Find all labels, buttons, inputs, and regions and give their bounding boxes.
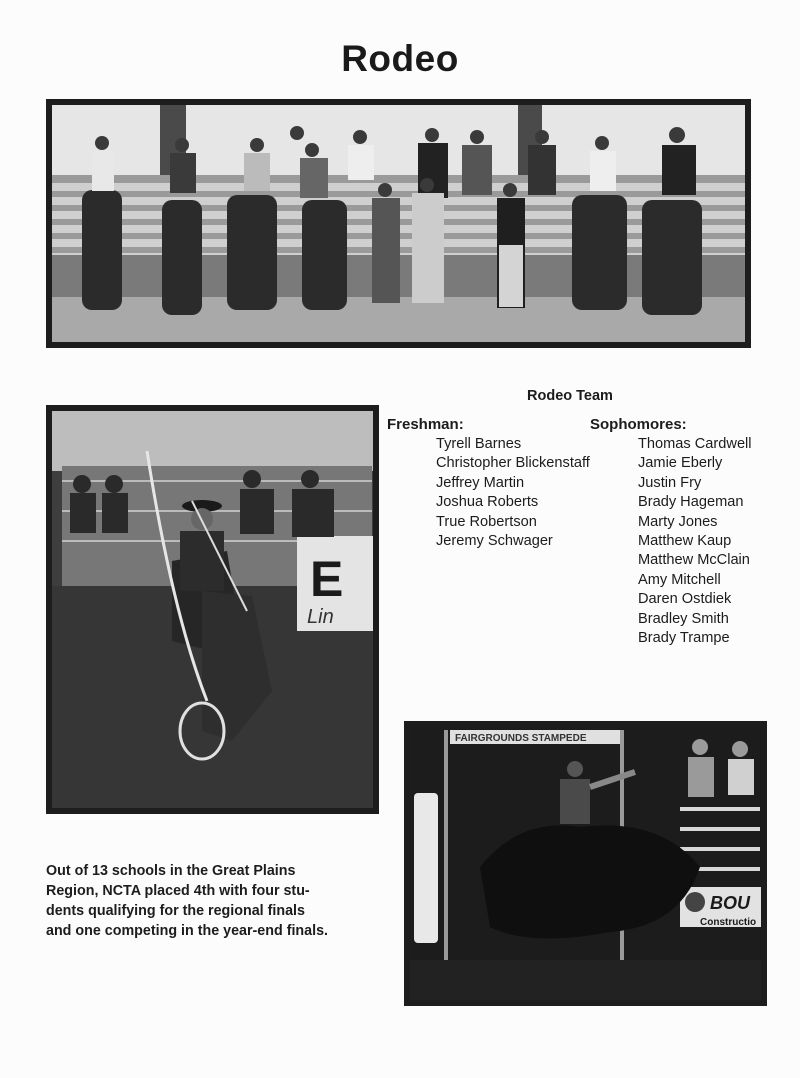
caption-line: and one competing in the year-end finals. — [46, 923, 329, 939]
bull-riding-photo-image — [410, 727, 761, 1000]
list-item: Brady Hageman — [638, 494, 744, 511]
list-item: Matthew Kaup — [638, 533, 732, 550]
list-item: Daren Ostdiek — [638, 591, 732, 608]
list-item: Matthew McClain — [638, 552, 750, 569]
list-item: Thomas Cardwell — [638, 436, 752, 452]
svg-text:Lin: Lin — [307, 606, 334, 628]
sophomores-label: Sophomores: — [590, 416, 687, 433]
caption-line: Out of 13 schools in the Great Plains — [46, 863, 296, 879]
list-item: Jamie Eberly — [638, 455, 723, 472]
sophomores-column — [590, 416, 752, 648]
caption-line: Region, NCTA placed 4th with four stu- — [46, 883, 310, 899]
caption-line: dents qualifying for the regional finals — [46, 903, 305, 919]
list-item: Christopher Blickenstaff — [436, 455, 590, 472]
freshman-list — [387, 435, 590, 551]
team-photo-image — [52, 105, 745, 342]
freshman-column — [387, 416, 590, 551]
roping-photo-image — [52, 411, 373, 808]
page-title: Rodeo — [341, 38, 459, 79]
list-item: Brady Trampe — [638, 630, 730, 647]
list-item: Marty Jones — [638, 513, 718, 530]
results-caption — [46, 861, 386, 941]
list-item: Justin Fry — [638, 474, 702, 491]
svg-text:FAIRGROUNDS STAMPEDE: FAIRGROUNDS STAMPEDE — [455, 733, 587, 744]
roster-heading: Rodeo Team — [527, 388, 613, 404]
team-photo — [46, 99, 751, 348]
list-item: Joshua Roberts — [436, 494, 539, 511]
bull-riding-photo — [404, 721, 767, 1006]
svg-text:BOU: BOU — [710, 893, 750, 913]
list-item: Bradley Smith — [638, 610, 729, 627]
roping-photo — [46, 405, 379, 814]
list-item: True Robertson — [436, 513, 537, 530]
sophomores-list — [590, 435, 752, 648]
list-item: Jeremy Schwager — [436, 533, 553, 550]
freshman-label: Freshman: — [387, 416, 464, 433]
list-item: Jeffrey Martin — [436, 474, 525, 491]
svg-text:E: E — [310, 551, 344, 607]
list-item: Tyrell Barnes — [436, 436, 522, 452]
list-item: Amy Mitchell — [638, 571, 721, 588]
svg-text:Constructio: Constructio — [700, 917, 757, 928]
